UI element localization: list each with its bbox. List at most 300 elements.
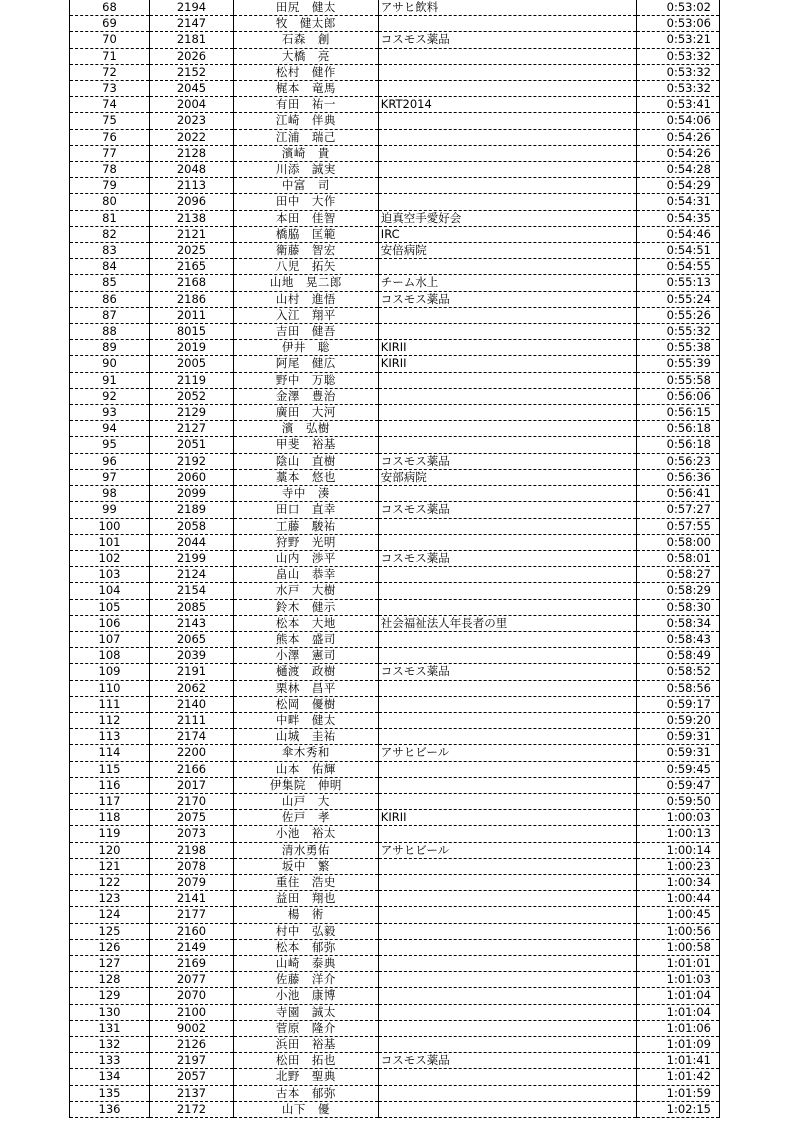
finish-time-cell: 0:54:51	[636, 243, 719, 259]
team-cell	[378, 1004, 636, 1020]
team-cell	[378, 988, 636, 1004]
team-cell	[378, 1069, 636, 1085]
team-cell: コスモス薬品	[378, 664, 636, 680]
runner-name-cell: 山戸 大	[234, 793, 379, 809]
rank-cell: 79	[70, 178, 150, 194]
bib-cell: 2070	[149, 988, 233, 1004]
table-row	[70, 162, 720, 178]
runner-name-cell: 楊 術	[234, 907, 379, 923]
runner-name-cell: 山城 圭祐	[234, 729, 379, 745]
runner-name-cell: 松本 郁弥	[234, 939, 379, 955]
runner-name-cell: 山崎 泰典	[234, 955, 379, 971]
table-row	[70, 48, 720, 64]
runner-name-cell: 傘木秀和	[234, 745, 379, 761]
bib-cell: 2111	[149, 712, 233, 728]
rank-cell: 132	[70, 1037, 150, 1053]
rank-cell: 120	[70, 842, 150, 858]
rank-cell: 85	[70, 275, 150, 291]
table-row	[70, 453, 720, 469]
bib-cell: 2169	[149, 955, 233, 971]
team-cell	[378, 129, 636, 145]
team-cell: KIRII	[378, 356, 636, 372]
rank-cell: 105	[70, 599, 150, 615]
bib-cell: 2019	[149, 340, 233, 356]
table-row	[70, 307, 720, 323]
bib-cell: 2177	[149, 907, 233, 923]
finish-time-cell: 1:00:44	[636, 891, 719, 907]
finish-time-cell: 1:00:58	[636, 939, 719, 955]
bib-cell: 2044	[149, 534, 233, 550]
runner-name-cell: 田口 直幸	[234, 502, 379, 518]
bib-cell: 2119	[149, 372, 233, 388]
runner-name-cell: 畠山 恭幸	[234, 567, 379, 583]
finish-time-cell: 0:55:32	[636, 324, 719, 340]
runner-name-cell: 樋渡 政樹	[234, 664, 379, 680]
rank-cell: 73	[70, 81, 150, 97]
rank-cell: 117	[70, 793, 150, 809]
team-cell	[378, 761, 636, 777]
team-cell: チーム水上	[378, 275, 636, 291]
rank-cell: 128	[70, 972, 150, 988]
runner-name-cell: 益田 翔也	[234, 891, 379, 907]
table-row	[70, 356, 720, 372]
finish-time-cell: 1:01:09	[636, 1037, 719, 1053]
finish-time-cell: 1:00:23	[636, 858, 719, 874]
finish-time-cell: 0:54:46	[636, 226, 719, 242]
bib-cell: 2096	[149, 194, 233, 210]
team-cell	[378, 178, 636, 194]
table-row	[70, 469, 720, 485]
table-row	[70, 259, 720, 275]
bib-cell: 2075	[149, 810, 233, 826]
finish-time-cell: 0:54:26	[636, 129, 719, 145]
bib-cell: 2039	[149, 648, 233, 664]
team-cell: アサヒ飲料	[378, 0, 636, 16]
bib-cell: 2143	[149, 615, 233, 631]
team-cell	[378, 858, 636, 874]
runner-name-cell: 阿尾 健広	[234, 356, 379, 372]
team-cell	[378, 696, 636, 712]
team-cell	[378, 826, 636, 842]
finish-time-cell: 0:58:56	[636, 680, 719, 696]
team-cell	[378, 486, 636, 502]
runner-name-cell: 松本 大地	[234, 615, 379, 631]
runner-name-cell: 廣田 大河	[234, 405, 379, 421]
team-cell: 安倍病院	[378, 243, 636, 259]
rank-cell: 115	[70, 761, 150, 777]
finish-time-cell: 0:53:32	[636, 64, 719, 80]
rank-cell: 75	[70, 113, 150, 129]
rank-cell: 91	[70, 372, 150, 388]
table-row	[70, 793, 720, 809]
rank-cell: 129	[70, 988, 150, 1004]
bib-cell: 2149	[149, 939, 233, 955]
team-cell	[378, 729, 636, 745]
rank-cell: 108	[70, 648, 150, 664]
finish-time-cell: 0:54:28	[636, 162, 719, 178]
rank-cell: 101	[70, 534, 150, 550]
finish-time-cell: 0:58:00	[636, 534, 719, 550]
team-cell	[378, 567, 636, 583]
rank-cell: 68	[70, 0, 150, 16]
runner-name-cell: 川添 誠実	[234, 162, 379, 178]
team-cell: アサヒビール	[378, 842, 636, 858]
rank-cell: 69	[70, 16, 150, 32]
team-cell	[378, 372, 636, 388]
runner-name-cell: 山本 佑輝	[234, 761, 379, 777]
finish-time-cell: 0:55:13	[636, 275, 719, 291]
runner-name-cell: 陰山 直樹	[234, 453, 379, 469]
bib-cell: 2100	[149, 1004, 233, 1020]
runner-name-cell: 山下 優	[234, 1101, 379, 1117]
team-cell: 安部病院	[378, 469, 636, 485]
table-row	[70, 972, 720, 988]
rank-cell: 119	[70, 826, 150, 842]
finish-time-cell: 1:01:59	[636, 1085, 719, 1101]
table-row	[70, 567, 720, 583]
runner-name-cell: 中富 司	[234, 178, 379, 194]
finish-time-cell: 0:59:31	[636, 745, 719, 761]
team-cell	[378, 307, 636, 323]
finish-time-cell: 0:54:06	[636, 113, 719, 129]
rank-cell: 100	[70, 518, 150, 534]
bib-cell: 2140	[149, 696, 233, 712]
rank-cell: 136	[70, 1101, 150, 1117]
rank-cell: 125	[70, 923, 150, 939]
finish-time-cell: 0:58:52	[636, 664, 719, 680]
results-body	[70, 0, 720, 1118]
bib-cell: 2126	[149, 1037, 233, 1053]
bib-cell: 2194	[149, 0, 233, 16]
team-cell	[378, 907, 636, 923]
finish-time-cell: 1:00:13	[636, 826, 719, 842]
finish-time-cell: 0:53:06	[636, 16, 719, 32]
team-cell: コスモス薬品	[378, 291, 636, 307]
rank-cell: 82	[70, 226, 150, 242]
runner-name-cell: 衛藤 智宏	[234, 243, 379, 259]
bib-cell: 2174	[149, 729, 233, 745]
runner-name-cell: 小池 康博	[234, 988, 379, 1004]
table-row	[70, 1069, 720, 1085]
rank-cell: 107	[70, 631, 150, 647]
rank-cell: 90	[70, 356, 150, 372]
finish-time-cell: 1:00:14	[636, 842, 719, 858]
bib-cell: 2166	[149, 761, 233, 777]
runner-name-cell: 寺中 湊	[234, 486, 379, 502]
runner-name-cell: 大橋 亮	[234, 48, 379, 64]
rank-cell: 98	[70, 486, 150, 502]
rank-cell: 86	[70, 291, 150, 307]
table-row	[70, 113, 720, 129]
team-cell	[378, 421, 636, 437]
runner-name-cell: 本田 佳智	[234, 210, 379, 226]
rank-cell: 97	[70, 469, 150, 485]
bib-cell: 2200	[149, 745, 233, 761]
table-row	[70, 324, 720, 340]
finish-time-cell: 0:53:41	[636, 97, 719, 113]
rank-cell: 127	[70, 955, 150, 971]
runner-name-cell: 菅原 隆介	[234, 1020, 379, 1036]
rank-cell: 130	[70, 1004, 150, 1020]
finish-time-cell: 1:00:45	[636, 907, 719, 923]
table-row	[70, 16, 720, 32]
table-row	[70, 761, 720, 777]
finish-time-cell: 0:58:27	[636, 567, 719, 583]
bib-cell: 2085	[149, 599, 233, 615]
finish-time-cell: 0:58:30	[636, 599, 719, 615]
team-cell: KRT2014	[378, 97, 636, 113]
bib-cell: 2077	[149, 972, 233, 988]
bib-cell: 2127	[149, 421, 233, 437]
table-row	[70, 194, 720, 210]
rank-cell: 87	[70, 307, 150, 323]
table-row	[70, 599, 720, 615]
runner-name-cell: 八児 拓矢	[234, 259, 379, 275]
table-row	[70, 226, 720, 242]
runner-name-cell: 橋脇 匡範	[234, 226, 379, 242]
team-cell	[378, 113, 636, 129]
runner-name-cell: 山地 晃二郎	[234, 275, 379, 291]
bib-cell: 2073	[149, 826, 233, 842]
bib-cell: 2186	[149, 291, 233, 307]
table-row	[70, 842, 720, 858]
bib-cell: 2079	[149, 874, 233, 890]
table-row	[70, 97, 720, 113]
bib-cell: 8015	[149, 324, 233, 340]
team-cell: コスモス薬品	[378, 1053, 636, 1069]
bib-cell: 2058	[149, 518, 233, 534]
runner-name-cell: 藁本 悠也	[234, 469, 379, 485]
table-row	[70, 372, 720, 388]
finish-time-cell: 1:00:56	[636, 923, 719, 939]
team-cell	[378, 81, 636, 97]
team-cell	[378, 955, 636, 971]
bib-cell: 2165	[149, 259, 233, 275]
runner-name-cell: 佐藤 洋介	[234, 972, 379, 988]
bib-cell: 2017	[149, 777, 233, 793]
team-cell	[378, 583, 636, 599]
team-cell	[378, 793, 636, 809]
bib-cell: 2011	[149, 307, 233, 323]
finish-time-cell: 0:53:21	[636, 32, 719, 48]
runner-name-cell: 甲斐 裕基	[234, 437, 379, 453]
bib-cell: 2129	[149, 405, 233, 421]
table-row	[70, 405, 720, 421]
bib-cell: 2065	[149, 631, 233, 647]
runner-name-cell: 重住 浩史	[234, 874, 379, 890]
table-row	[70, 729, 720, 745]
finish-time-cell: 0:54:55	[636, 259, 719, 275]
finish-time-cell: 0:54:31	[636, 194, 719, 210]
team-cell	[378, 1085, 636, 1101]
rank-cell: 102	[70, 550, 150, 566]
runner-name-cell: 坂中 繁	[234, 858, 379, 874]
table-row	[70, 1037, 720, 1053]
team-cell	[378, 939, 636, 955]
results-table	[69, 0, 720, 1118]
finish-time-cell: 0:59:20	[636, 712, 719, 728]
bib-cell: 2026	[149, 48, 233, 64]
table-row	[70, 534, 720, 550]
runner-name-cell: 寺園 誠太	[234, 1004, 379, 1020]
finish-time-cell: 0:56:18	[636, 421, 719, 437]
runner-name-cell: 金澤 豊治	[234, 388, 379, 404]
table-row	[70, 907, 720, 923]
team-cell: KIRII	[378, 340, 636, 356]
team-cell	[378, 923, 636, 939]
rank-cell: 93	[70, 405, 150, 421]
runner-name-cell: 牧 健太郎	[234, 16, 379, 32]
bib-cell: 2141	[149, 891, 233, 907]
runner-name-cell: 有田 祐一	[234, 97, 379, 113]
finish-time-cell: 1:01:01	[636, 955, 719, 971]
bib-cell: 2023	[149, 113, 233, 129]
rank-cell: 135	[70, 1085, 150, 1101]
rank-cell: 111	[70, 696, 150, 712]
finish-time-cell: 0:54:26	[636, 145, 719, 161]
finish-time-cell: 0:55:58	[636, 372, 719, 388]
rank-cell: 118	[70, 810, 150, 826]
finish-time-cell: 0:58:49	[636, 648, 719, 664]
bib-cell: 2189	[149, 502, 233, 518]
table-row	[70, 243, 720, 259]
team-cell	[378, 534, 636, 550]
bib-cell: 2198	[149, 842, 233, 858]
team-cell: コスモス薬品	[378, 453, 636, 469]
finish-time-cell: 1:00:34	[636, 874, 719, 890]
finish-time-cell: 1:01:42	[636, 1069, 719, 1085]
rank-cell: 104	[70, 583, 150, 599]
team-cell: IRC	[378, 226, 636, 242]
team-cell	[378, 874, 636, 890]
bib-cell: 2005	[149, 356, 233, 372]
finish-time-cell: 1:01:41	[636, 1053, 719, 1069]
rank-cell: 124	[70, 907, 150, 923]
team-cell	[378, 972, 636, 988]
table-row	[70, 939, 720, 955]
table-row	[70, 1020, 720, 1036]
team-cell	[378, 64, 636, 80]
runner-name-cell: 入江 翔平	[234, 307, 379, 323]
team-cell	[378, 437, 636, 453]
rank-cell: 126	[70, 939, 150, 955]
finish-time-cell: 1:02:15	[636, 1101, 719, 1117]
table-row	[70, 648, 720, 664]
runner-name-cell: 浜田 裕基	[234, 1037, 379, 1053]
table-row	[70, 340, 720, 356]
team-cell	[378, 680, 636, 696]
rank-cell: 112	[70, 712, 150, 728]
rank-cell: 99	[70, 502, 150, 518]
table-row	[70, 486, 720, 502]
table-row	[70, 955, 720, 971]
table-row	[70, 81, 720, 97]
table-row	[70, 615, 720, 631]
table-row	[70, 1053, 720, 1069]
finish-time-cell: 0:56:41	[636, 486, 719, 502]
table-row	[70, 712, 720, 728]
rank-cell: 133	[70, 1053, 150, 1069]
team-cell	[378, 48, 636, 64]
team-cell	[378, 631, 636, 647]
table-row	[70, 1101, 720, 1117]
bib-cell: 2137	[149, 1085, 233, 1101]
team-cell	[378, 518, 636, 534]
table-row	[70, 680, 720, 696]
table-row	[70, 550, 720, 566]
finish-time-cell: 0:53:32	[636, 81, 719, 97]
rank-cell: 106	[70, 615, 150, 631]
team-cell	[378, 324, 636, 340]
bib-cell: 2154	[149, 583, 233, 599]
runner-name-cell: 江崎 伴典	[234, 113, 379, 129]
runner-name-cell: 松田 拓也	[234, 1053, 379, 1069]
finish-time-cell: 0:55:38	[636, 340, 719, 356]
team-cell	[378, 1037, 636, 1053]
rank-cell: 72	[70, 64, 150, 80]
table-row	[70, 437, 720, 453]
bib-cell: 2121	[149, 226, 233, 242]
finish-time-cell: 1:01:06	[636, 1020, 719, 1036]
bib-cell: 9002	[149, 1020, 233, 1036]
bib-cell: 2128	[149, 145, 233, 161]
team-cell	[378, 1101, 636, 1117]
bib-cell: 2048	[149, 162, 233, 178]
bib-cell: 2025	[149, 243, 233, 259]
bib-cell: 2160	[149, 923, 233, 939]
finish-time-cell: 0:59:45	[636, 761, 719, 777]
team-cell	[378, 712, 636, 728]
bib-cell: 2170	[149, 793, 233, 809]
table-row	[70, 502, 720, 518]
runner-name-cell: 松岡 優樹	[234, 696, 379, 712]
finish-time-cell: 0:59:17	[636, 696, 719, 712]
runner-name-cell: 鈴木 健示	[234, 599, 379, 615]
table-row	[70, 210, 720, 226]
runner-name-cell: 山村 進悟	[234, 291, 379, 307]
finish-time-cell: 1:01:04	[636, 988, 719, 1004]
table-row	[70, 64, 720, 80]
table-row	[70, 810, 720, 826]
bib-cell: 2057	[149, 1069, 233, 1085]
team-cell: 迫真空手愛好会	[378, 210, 636, 226]
finish-time-cell: 0:58:01	[636, 550, 719, 566]
rank-cell: 116	[70, 777, 150, 793]
finish-time-cell: 0:55:26	[636, 307, 719, 323]
finish-time-cell: 0:56:18	[636, 437, 719, 453]
rank-cell: 96	[70, 453, 150, 469]
bib-cell: 2152	[149, 64, 233, 80]
bib-cell: 2052	[149, 388, 233, 404]
finish-time-cell: 0:58:29	[636, 583, 719, 599]
bib-cell: 2051	[149, 437, 233, 453]
team-cell: KIRII	[378, 810, 636, 826]
runner-name-cell: 吉田 健吾	[234, 324, 379, 340]
team-cell: 社会福祉法人年長者の里	[378, 615, 636, 631]
finish-time-cell: 0:53:02	[636, 0, 719, 16]
runner-name-cell: 江浦 瑞己	[234, 129, 379, 145]
bib-cell: 2199	[149, 550, 233, 566]
finish-time-cell: 0:58:43	[636, 631, 719, 647]
runner-name-cell: 古本 郁弥	[234, 1085, 379, 1101]
table-row	[70, 874, 720, 890]
bib-cell: 2172	[149, 1101, 233, 1117]
runner-name-cell: 中畔 健太	[234, 712, 379, 728]
bib-cell: 2147	[149, 16, 233, 32]
table-row	[70, 631, 720, 647]
finish-time-cell: 1:01:04	[636, 1004, 719, 1020]
rank-cell: 92	[70, 388, 150, 404]
